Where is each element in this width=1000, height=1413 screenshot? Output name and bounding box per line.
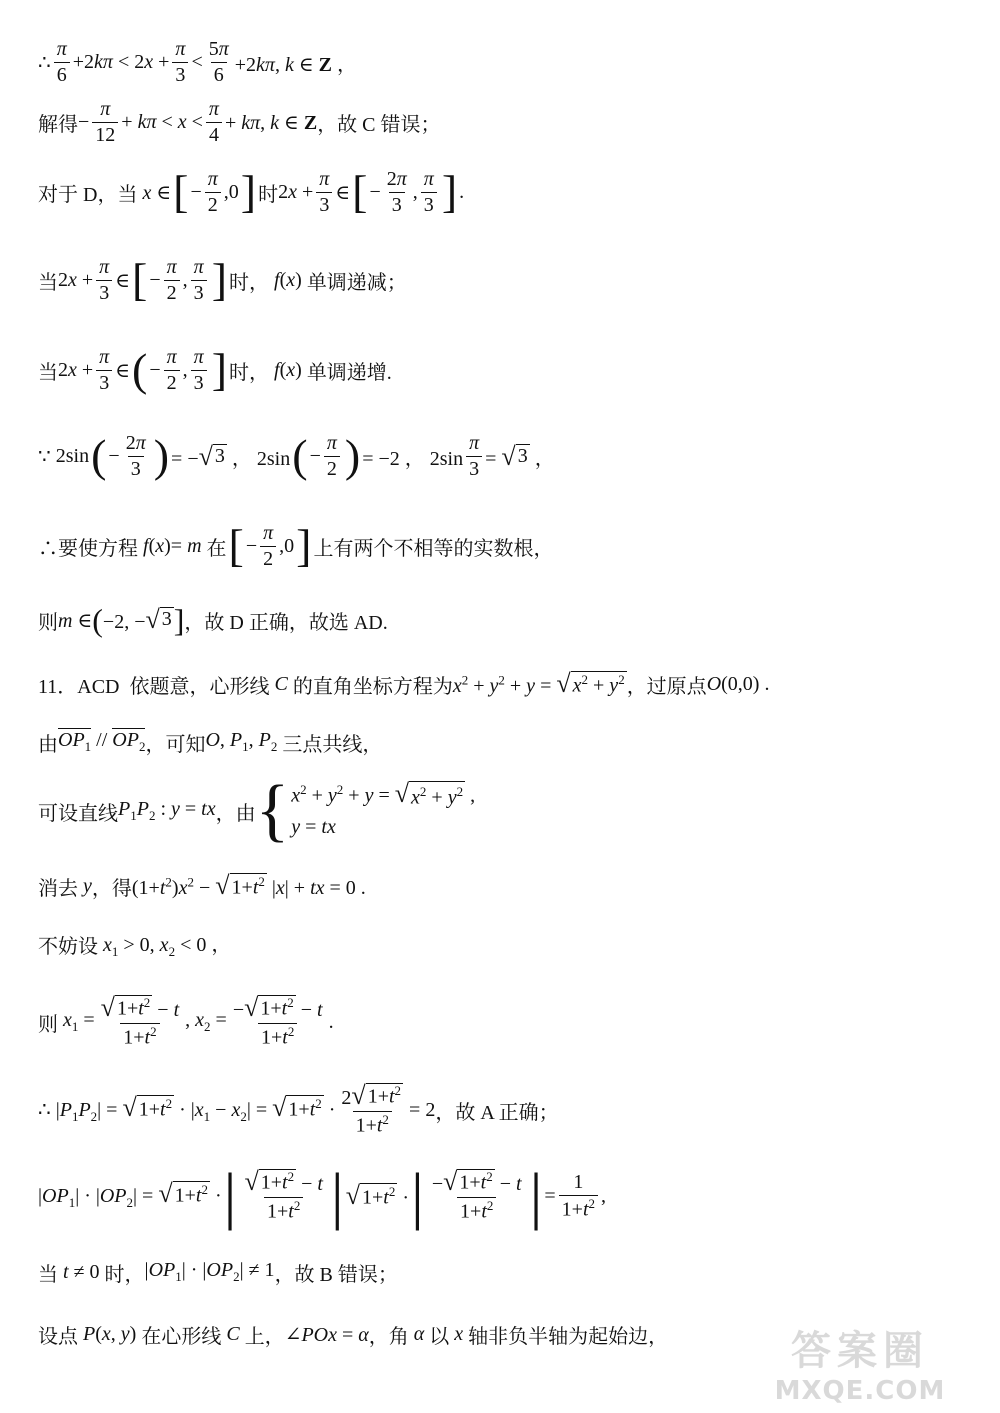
text-when: 时	[258, 183, 279, 206]
line-collinear: 由 $OP_1 // OP_2$ ，可知 O, $P_1$, $P_2$ 三点共线，	[38, 729, 383, 756]
fraction: 2 √ $1+t^2$ $1+t^2$	[341, 1081, 402, 1137]
watermark-url: MXQE.COM	[774, 1376, 946, 1406]
line-increasing: 当 2x + $\frac{\pi}{3}$ ∈ ( − $\frac{\pi}{2}$ , $\frac{\pi}{3}$ ] 时， f(x) 单调递增.	[38, 344, 392, 395]
line-q11: 11．ACD 依题意，心形线 C 的直角坐标方程为 $x^2 + y^2 + y$ = √ $x^2 + y^2$ ，过原点 O(0,0) .	[38, 668, 770, 698]
text-know: ，可知	[145, 733, 206, 756]
text-monotone-decreasing: 单调递减；	[306, 271, 407, 294]
text-on: 上，	[244, 1325, 285, 1348]
text-through-origin: ，过原点	[626, 675, 707, 698]
text-let-point: 设点	[38, 1325, 78, 1348]
fraction: $\frac{\pi}{3}$	[96, 346, 112, 394]
line-product: $|OP_1| \cdot |OP_2|$ = √ $1+t^2$ · | √ $1+t^2$ − t $1+t^2$ | √ $1+t^2$ · | − √ $1+t^2$ − t $1+t^2$ | = $\frac{1}{1+t^2}$ ,	[38, 1160, 607, 1231]
fraction: $\frac{\pi}{3}$	[96, 256, 112, 304]
fraction: $\frac{\pi}{3}$	[191, 346, 207, 394]
fraction: $\frac{5\pi}{6}$	[208, 38, 229, 86]
fraction: $\frac{\pi}{4}$	[206, 98, 222, 146]
text-three-points-collinear: 三点共线，	[282, 733, 383, 756]
text-initial-side: 轴非负半轴为起始边，	[468, 1325, 669, 1348]
fraction: $\frac{\pi}{2}$	[260, 522, 276, 570]
text-cardioid: 依题意，心形线	[129, 675, 270, 698]
text-monotone-increasing: 单调递增.	[306, 361, 392, 384]
watermark-logo	[750, 1319, 970, 1406]
text-two-roots: 上有两个不相等的实数根，	[313, 537, 554, 560]
fraction: $\frac{\pi}{3}$	[191, 256, 207, 304]
fraction: $\frac{\pi}{12}$	[92, 98, 118, 146]
text-then: 则	[38, 611, 58, 634]
line-sine-values: ∵ 2sin ( − $\frac{2\pi}{3}$ ) = − √ 3 ， 2sin ( − $\frac{\pi}{2}$ ) = −2 ， 2sin $\frac{\pi}{3}$ = √ 3 ，	[38, 430, 555, 481]
text-get: ，得	[91, 877, 132, 900]
line-point-p: 设点 P(x, y) 在心形线 C 上， ∠POx = α ，角 α 以 x 轴非负半轴为起始边，	[38, 1312, 960, 1356]
text-when-comma: 时，	[104, 1263, 145, 1286]
line-t-nonzero: 当 t ≠ 0 时， $|OP_1| \cdot |OP_2| \ne 1$ ，故 B 错误；	[38, 1259, 398, 1286]
text-when: 当	[38, 361, 58, 384]
fraction: $\frac{\pi}{6}$	[54, 38, 70, 86]
text-from: 由	[38, 733, 58, 756]
fraction: − √ $1+t^2$ − t $1+t^2$	[232, 993, 323, 1049]
question-number: 11．ACD	[38, 675, 120, 698]
text-with: 以	[429, 1325, 450, 1348]
text-a-correct: ，故 A 正确；	[435, 1101, 559, 1124]
therefore-symbol: ∴	[38, 51, 51, 74]
line-m-range: 则 m ∈ ( −2, − √ 3 ] ，故 D 正确，故选 AD.	[38, 601, 388, 638]
text-for-d: 对于 D，当	[38, 183, 138, 206]
text-assume: 不妨设	[38, 935, 98, 958]
line-for-d: 对于 D，当 x ∈ [ − $\frac{\pi}{2}$ ,0 ] 时 2x + $\frac{\pi}{3}$ ∈ [ − $\frac{2\pi}{3}$ , $\frac{\pi}{3}$ ] .	[38, 166, 465, 217]
fraction: $\frac{\pi}{3}$	[316, 168, 332, 216]
line-inequality: ∴ $\frac{\pi}{6}$ +2kπ < 2x + $\frac{\pi}{3}$ < $\frac{5\pi}{6}$ +2kπ, k ∈ Z ，	[38, 38, 357, 86]
line-equation-roots: ∴要使方程 f(x)= m 在 [ − $\frac{\pi}{2}$ ,0 ] 上有两个不相等的实数根，	[38, 520, 554, 571]
text-cartesian-eq: 的直角坐标方程为	[292, 675, 453, 698]
text-d-correct: ，故 D 正确，故选 AD.	[184, 611, 388, 634]
text-to-make: ∴要使方程	[38, 537, 138, 560]
text-on: 在	[206, 537, 227, 560]
watermark-text: 答案圈	[791, 1328, 929, 1374]
fraction: $\frac{\pi}{2}$	[164, 256, 180, 304]
line-chord-length: ∴ $|P_1P_2|$ = √ $1+t^2$ · $|x_1 - x_2|$ = √ $1+t^2$ · 2 √ $1+t^2$ $1+t^2$ = 2 ，故 A 正确；	[38, 1081, 559, 1137]
fraction: $\frac{\pi}{2}$	[324, 432, 340, 480]
text-when-comma: 时，	[229, 361, 270, 384]
text-c-wrong: ，故 C 错误；	[317, 113, 441, 136]
line-system: 可设直线 $P_1P_2$ : y = tx ，由 { $x^2 + y^2 + y$ = √ $x^2 + y^2$ , y = tx	[38, 772, 476, 849]
text-from: ，由	[215, 802, 256, 825]
text-on-cardioid: 在心形线	[141, 1325, 222, 1348]
fraction: $\frac{\pi}{3}$	[466, 432, 482, 480]
text-b-wrong: ，故 B 错误；	[274, 1263, 398, 1286]
text-let-line: 可设直线	[38, 802, 118, 825]
text-when: 当	[38, 1263, 58, 1286]
fraction: $\frac{\pi}{3}$	[172, 38, 188, 86]
text-eliminate: 消去	[38, 877, 78, 900]
fraction: √ $1+t^2$ − t $1+t^2$	[100, 993, 180, 1049]
fraction: − √ $1+t^2$ − t $1+t^2$	[431, 1167, 522, 1223]
fraction: $\frac{\pi}{3}$	[421, 168, 437, 216]
fraction: $\frac{2\pi}{3}$	[125, 432, 146, 480]
line-decreasing: 当 2x + $\frac{\pi}{3}$ ∈ [ − $\frac{\pi}{2}$ , $\frac{\pi}{3}$ ] 时， f(x) 单调递减；	[38, 254, 407, 305]
line-roots: 则 $x_1$ = √ $1+t^2$ − t $1+t^2$ , $x_2$ = − √ $1+t^2$ − t $1+t^2$ .	[38, 993, 334, 1049]
line-assume: 不妨设 $x_1 > 0$, $x_2 < 0$ ，	[38, 922, 960, 966]
line-eliminate: 消去 y ，得 $(1+t^2)x^2$ − √ $1+t^2$ |x| + tx = 0 .	[38, 870, 366, 900]
fraction: $\frac{1}{1+t^2}$	[559, 1171, 598, 1220]
text-angle: ，角	[368, 1325, 409, 1348]
text-solve: 解得	[38, 113, 78, 136]
fraction: $\frac{\pi}{2}$	[164, 346, 180, 394]
text-then: 则	[38, 1013, 58, 1036]
fraction: √ $1+t^2$ − t $1+t^2$	[244, 1167, 323, 1223]
because-symbol: ∵	[38, 445, 51, 468]
text-when: 当	[38, 271, 58, 294]
equation-system: { $x^2 + y^2 + y$ = √ $x^2 + y^2$ , y = tx	[255, 772, 476, 849]
fraction: $\frac{2\pi}{3}$	[386, 168, 407, 216]
text-when-comma: 时，	[229, 271, 270, 294]
fraction: $\frac{\pi}{2}$	[205, 168, 221, 216]
line-solve: 解得 − $\frac{\pi}{12}$ + kπ < x < $\frac{\pi}{4}$ + kπ, k ∈ Z ，故 C 错误；	[38, 98, 441, 146]
